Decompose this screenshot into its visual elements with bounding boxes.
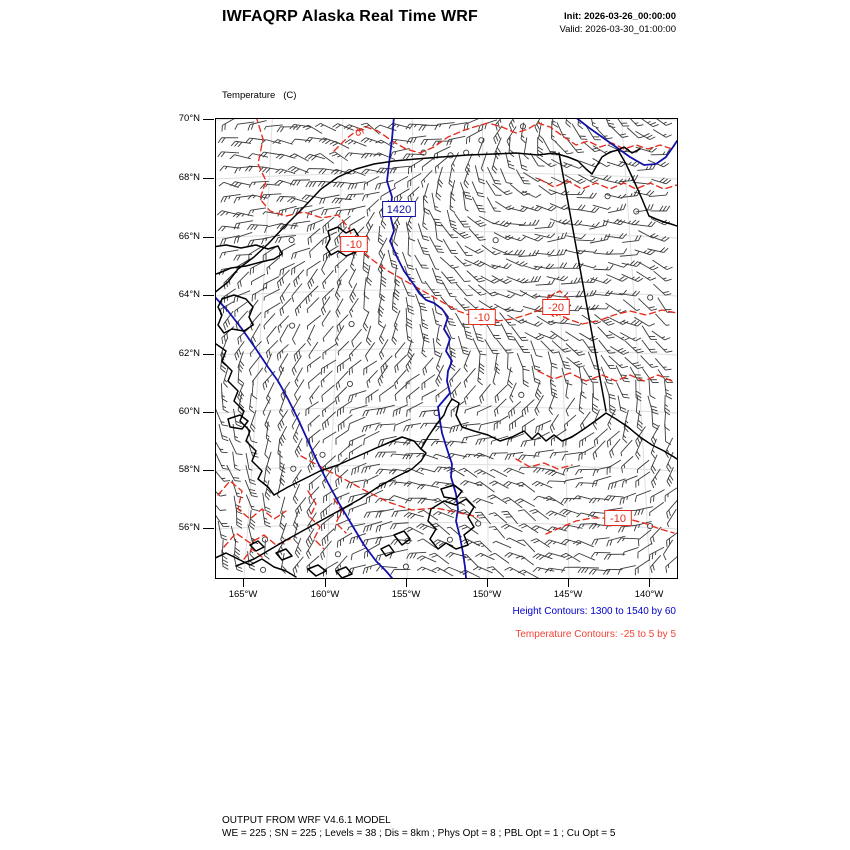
temperature-contour-label-text: -5: [350, 124, 366, 138]
y-axis-label: 62°N: [178, 348, 200, 359]
init-timestamp: Init: 2026-03-26_00:00:00: [564, 11, 676, 22]
x-axis-tick: [325, 579, 326, 587]
valid-timestamp: Valid: 2026-03-30_01:00:00: [559, 24, 676, 35]
map-canvas: [215, 118, 678, 579]
x-axis-tick: [568, 579, 569, 587]
x-axis-label: 150°W: [472, 589, 502, 600]
y-axis-tick: [203, 178, 214, 179]
height-contour-label-text: 1420: [386, 203, 412, 216]
height-contour-label: [383, 202, 416, 217]
x-axis-tick: [243, 579, 244, 587]
x-axis-label: 165°W: [228, 589, 258, 600]
y-axis-tick: [203, 528, 214, 529]
temperature-contour-label-text: -10: [474, 311, 490, 324]
temperature-contour-label: [605, 511, 632, 526]
x-axis-label: 140°W: [634, 589, 664, 600]
height-contour-caption: Height Contours: 1300 to 1540 by 60: [512, 606, 676, 617]
y-axis-tick: [203, 119, 214, 120]
y-axis-label: 66°N: [178, 231, 200, 242]
page-title: IWFAQRP Alaska Real Time WRF: [221, 8, 479, 25]
x-axis-label: 160°W: [310, 589, 340, 600]
y-axis-label: 64°N: [178, 289, 200, 300]
temperature-contour-label: [341, 237, 368, 252]
footer-config-line: WE = 225 ; SN = 225 ; Levels = 38 ; Dis = 8km ; Phys Opt = 8 ; PBL Opt = 1 ; Cu Opt = 5: [222, 828, 616, 839]
y-axis-label: 68°N: [178, 172, 200, 183]
model-footer: [222, 814, 615, 840]
temperature-contour-label-text: -20: [548, 301, 564, 314]
temperature-contour-label: [469, 310, 496, 325]
temperature-contour-caption: Temperature Contours: -25 to 5 by 5: [515, 629, 676, 640]
legend-temperature: Temperature (C): [222, 90, 297, 101]
y-axis-tick: [203, 470, 214, 471]
y-axis-label: 58°N: [178, 464, 200, 475]
x-axis-tick: [406, 579, 407, 587]
weather-map: [216, 119, 677, 578]
temperature-contour-label: [543, 300, 570, 315]
footer-model-line: OUTPUT FROM WRF V4.6.1 MODEL: [222, 815, 391, 826]
x-axis-tick: [649, 579, 650, 587]
y-axis-tick: [203, 237, 214, 238]
temperature-contour-label-text: -10: [346, 238, 362, 251]
temperature-contours-layer: [218, 119, 677, 559]
y-axis-tick: [203, 295, 214, 296]
y-axis-tick: [203, 412, 214, 413]
x-axis-label: 155°W: [391, 589, 421, 600]
y-axis-label: 70°N: [178, 113, 200, 124]
x-axis-label: 145°W: [553, 589, 583, 600]
y-axis-label: 60°N: [178, 406, 200, 417]
temperature-contour-label-text: -10: [610, 512, 626, 525]
y-axis-label: 56°N: [178, 522, 200, 533]
x-axis-tick: [487, 579, 488, 587]
y-axis-tick: [203, 354, 214, 355]
